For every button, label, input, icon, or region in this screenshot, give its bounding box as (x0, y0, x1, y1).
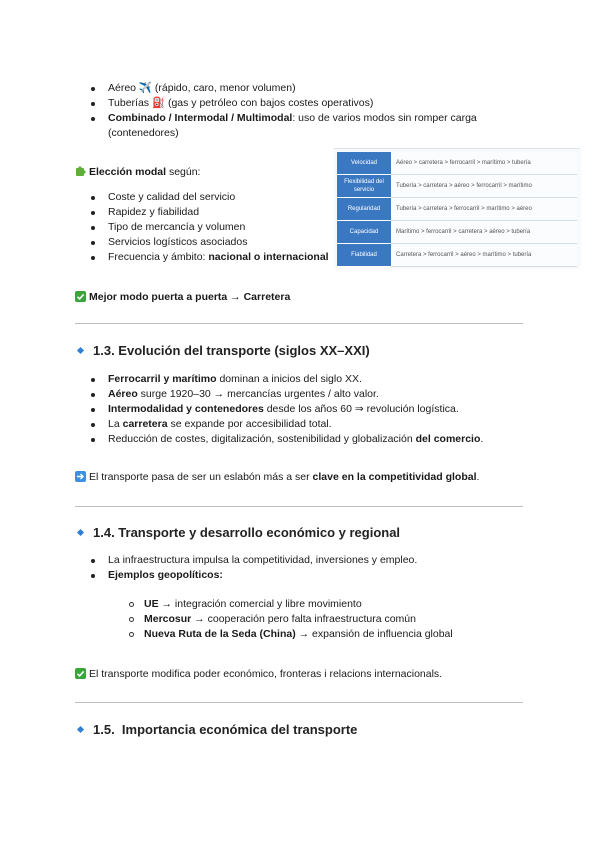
puzzle-icon (75, 166, 86, 182)
evolution-list (108, 372, 528, 447)
eleccion-list (108, 190, 348, 265)
list-item: Aéreo ✈️ (rápido, caro, menor volumen) (108, 81, 528, 96)
table-row: Capacidad Marítimo > ferrocarril > carretera > aéreo > tubería (337, 221, 577, 244)
list-item: Ferrocarril y marítimo dominan a inicios del siglo XX. (108, 372, 528, 387)
list-item: UE → integración comercial y libre movimiento (144, 597, 524, 612)
divider (75, 702, 523, 703)
section-title-1-4: 1.4. Transporte y desarrollo económico y regional (76, 525, 400, 540)
section-title-1-5: 1.5. Importancia económica del transporte (76, 722, 357, 737)
section-title-1-3: 1.3. Evolución del transporte (siglos XX–XXI) (76, 343, 370, 358)
check-icon (75, 668, 86, 684)
development-conclusion: El transporte modifica poder económico, fronteras i relacions internacionals. (75, 667, 442, 684)
list-item: Reducción de costes, digitalización, sostenibilidad y globalización del comercio. (108, 432, 528, 447)
list-item: Intermodalidad y contenedores desde los años 60 ⇒ revolución logística. (108, 402, 528, 417)
diamond-bullet-icon (77, 347, 84, 354)
diamond-bullet-icon (77, 726, 84, 733)
list-item: Combinado / Intermodal / Multimodal: uso de varios modos sin romper carga (contenedores) (108, 111, 528, 141)
eleccion-modal-heading: Elección modal según: (75, 165, 200, 182)
list-item: Tipo de mercancía y volumen (108, 220, 348, 235)
table-row: Fiabilidad Carretera > ferrocarril > aéreo > marítimo > tubería (337, 244, 577, 267)
list-item: Frecuencia y ámbito: nacional o internacional (108, 250, 348, 265)
list-item: Nueva Ruta de la Seda (China) → expansión de influencia global (144, 627, 524, 642)
check-icon (75, 291, 86, 307)
list-item: La infraestructura impulsa la competitividad, inversiones y empleo. (108, 553, 528, 568)
list-item: Aéreo surge 1920–30 → mercancías urgentes / alto valor. (108, 387, 528, 402)
table-row: Flexibilidad del servicio Tubería > carretera > aéreo > ferrocarril > marítimo (337, 175, 577, 198)
list-item: Ejemplos geopolíticos: (108, 568, 528, 583)
list-item: Servicios logísticos asociados (108, 235, 348, 250)
transport-modes-list (108, 81, 528, 141)
diamond-bullet-icon (77, 529, 84, 536)
list-item: La carretera se expande por accesibilidad total. (108, 417, 528, 432)
divider (75, 506, 523, 507)
development-list (108, 553, 528, 583)
mejor-modo-note: Mejor modo puerta a puerta → Carretera (75, 290, 290, 307)
divider (75, 323, 523, 324)
modal-comparison-table (334, 148, 580, 267)
table-row: Velocidad Aéreo > carretera > ferrocarril > marítimo > tubería (337, 152, 577, 175)
right-arrow-icon (75, 471, 86, 487)
table-row: Regularidad Tubería > carretera > ferrocarril > marítimo > aéreo (337, 198, 577, 221)
list-item: Tuberías ⛽ (gas y petróleo con bajos costes operativos) (108, 96, 528, 111)
list-item: Coste y calidad del servicio (108, 190, 348, 205)
evolution-conclusion: El transporte pasa de ser un eslabón más a ser clave en la competitividad global. (75, 470, 479, 487)
list-item: Rapidez y fiabilidad (108, 205, 348, 220)
geopolitical-examples-list (144, 597, 524, 642)
list-item: Mercosur → cooperación pero falta infraestructura común (144, 612, 524, 627)
